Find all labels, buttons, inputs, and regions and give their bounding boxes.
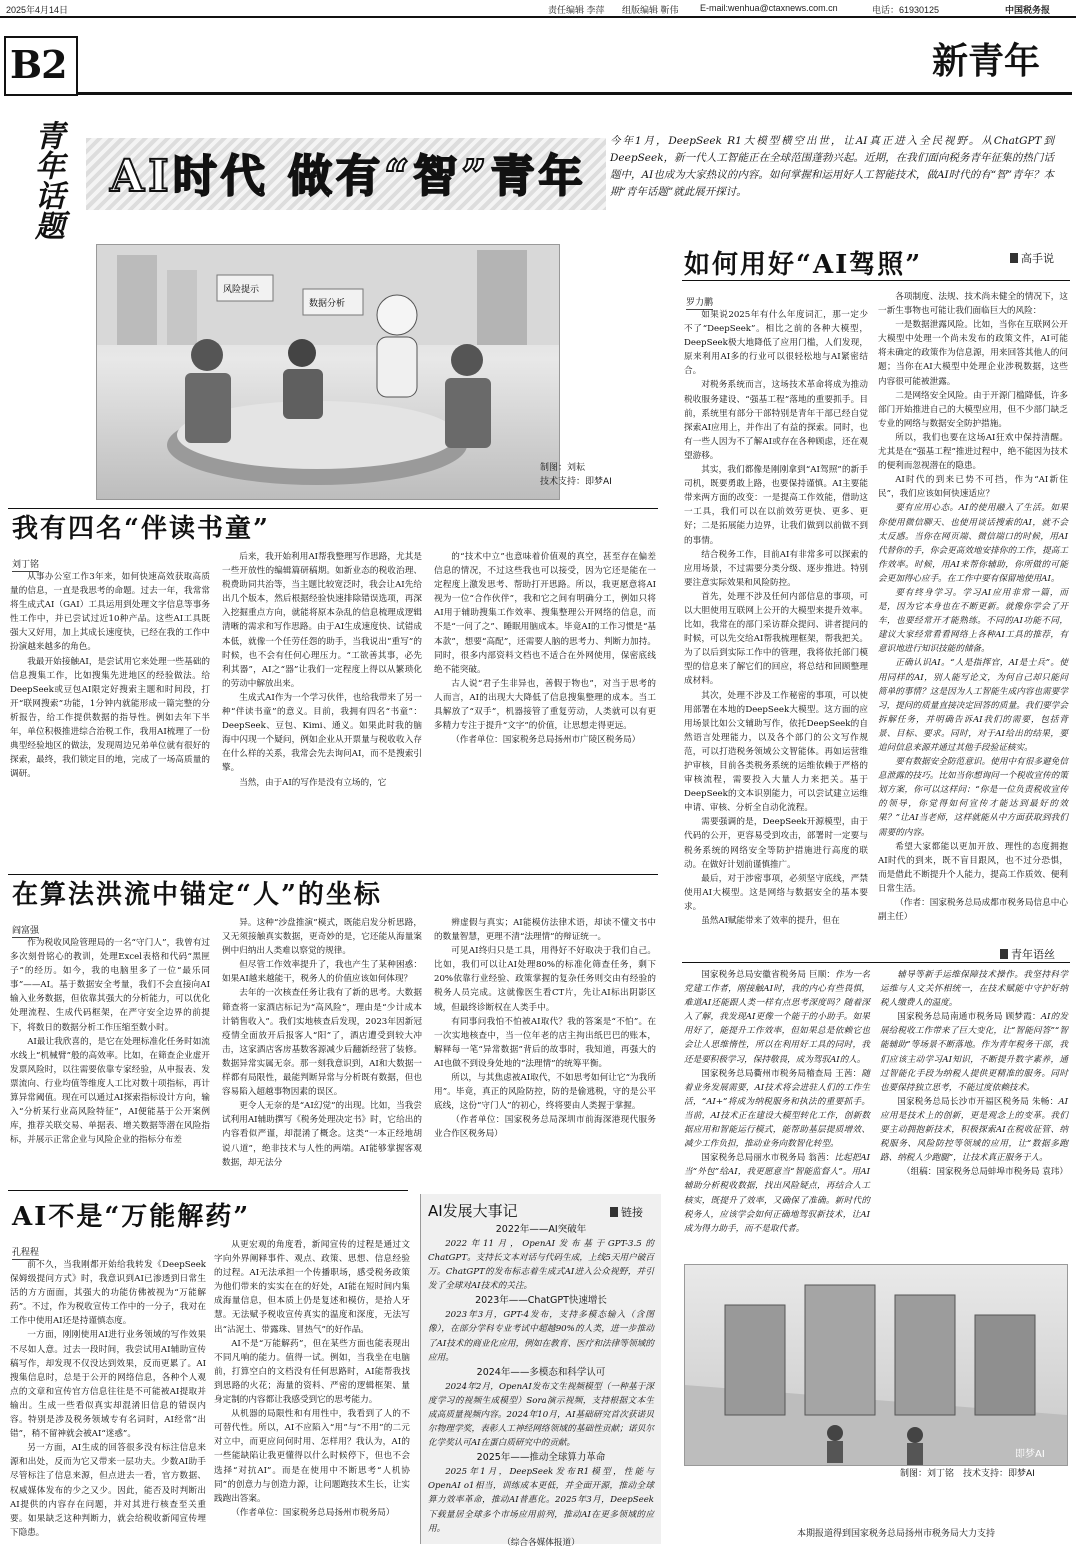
youth-collected: （组稿：国家税务总局蚌埠市税务局 袁玮） (901, 1167, 1068, 1178)
paragraph: 首先，处理不涉及任何内部信息的事项，可以大胆使用互联网上公开的大模型来提升效率。比如，我常在的部门采访群众提问、讲者提问的时候，可以先交给AI帮我梳理框架，帮我把关。为了以后到实际工作中的管理，我将依托部门模型的信息来了解它们的回应，将总结和回顾整理成材料。 (684, 591, 868, 687)
paragraph: 从事办公室工作3年来，如何快速高效获取高质量的信息，一直是我思考的命题。过去一年，我常常将生成式AI（GAI）工具运用到处理文字信息等事务性工作中，并已尝试过近10种产品。这些AI工具既强大又好用，加上其成长速度快，已经在我的工作中扮演越来越多的角色。 (10, 572, 210, 653)
article3-col2 (214, 1238, 410, 1546)
timeline-item (428, 1450, 654, 1535)
paragraph: 要有终身学习。学习AI应用非常一篇，而是，因为它本身也在不断更新。就像你学会了开车，也要经常开才能熟练。不同的AI功能不同，建议大家经常看看网络上各种AI工具的推荐，有意识地进行知识技能的储备。 (878, 587, 1068, 655)
article1-col3 (434, 550, 656, 870)
top-image-caption-1: 制图：刘耘 (540, 463, 586, 473)
paragraph: AI时代的到来已势不可挡，作为“AI新住民”，我们应该如何快速适应？ (878, 475, 1068, 500)
paragraph: 一是数据泄露风险。比如，当你在互联网公开大模型中处理一个尚未发布的政策文件，AI可能将未确定的政策作为信息源，用来回答其他人的问题；当你在AI大模型中处理企业涉税数据，这些内容很可能被泄露。 (878, 320, 1068, 387)
section-title: 新青年 (932, 40, 1041, 82)
server-room-scene (685, 1265, 1067, 1465)
image-watermark: 即梦AI (1015, 1449, 1045, 1460)
article4-col2 (878, 290, 1068, 923)
article2-col3 (434, 916, 656, 1184)
youth-text: 辅导等新手运维保障技术操作。我坚持科学运维与人文关怀相统一，在技术赋能中守护好纳税人缴费人的温度。 (880, 970, 1068, 1009)
article4-title: 如何用好“AI驾照” (684, 250, 923, 280)
robot-meeting-scene (97, 245, 559, 499)
phone: 电话：61930125 (872, 5, 940, 15)
editor: 责任编辑 李萍 (548, 5, 605, 15)
paragraph: （作者：国家税务总局成都市税务局信息中心副主任） (878, 898, 1068, 923)
column-label: 青年话题 (29, 120, 64, 240)
divider (8, 1190, 408, 1191)
youth-text: AI的发展给税收工作带来了巨大变化，让“智能问答”“智能辅助”等场景不断落地。作为青年税务干部，我们应该主动学习AI知识，不断提升数字素养，通过智能化手段为纳税人提供更精准的服务。同时也要保持独立思考，不能过度依赖技术。 (880, 1012, 1068, 1093)
paragraph: 各项制度、法规、技术尚未健全的情况下，这一新生事物也可能让我们面临巨大的风险： (878, 292, 1068, 317)
article3-col1 (10, 1258, 206, 1548)
paragraph: 前不久，当我刚都开始给我转发《DeepSeek保姆级提问方式》时，我意识到AI已渗透到日常生活的方方面面，其强大的功能仿佛被视为“万能解药”。不过，作为税收宣传工作中的一分子，我对在工作中使用AI还是持谨慎态度。 (10, 1260, 206, 1327)
youth-speaker: 国家税务总局安徽省税务局 巨顺： (701, 970, 836, 980)
youth-text: 作为一名党建工作者，刚接触AI时，我的内心有些畏惧，难道AI还能跟人类一样有点思考深度吗？随着深入了解，我发现AI更像一个能干的小助手。如果用好了，能提升工作效率，但如果总是依赖它也会让人思维惰性，所以在利用好工具的同时，我还是要积极学习，保持敬畏，成为驾驭AI的人。 (684, 970, 870, 1065)
paragraph: 需要强调的是，DeepSeek开源模型，由于代码的公开，更容易受到攻击，部署时一定要与税务系统的网络安全等防护措施进行高度的联动。在做好计划前谨慎推广。 (684, 817, 868, 870)
paragraph: 古人说“君子生非异也，善假于物也”，对当于思考的人而言，AI的出现大大降低了信息搜集整理的成本。当工具解放了“双手”，机器接管了重复劳动，人类就可以有更多精力专注于提升“文字”的价值，让思想走得更远。 (434, 678, 656, 732)
paragraph: 结合税务工作，目前AI有非常多可以探索的应用场景，不过需要分类分级、逐步推进。特别要注意实际效果和风险防控。 (684, 549, 868, 588)
paragraph: 要有应用心态。AI的使用融入了生活。如果你使用微信聊天、也使用谈话搜索的AI，就不会太反感。当你在网页端、微信端口的时候，用AI代替你的手，你会更高效地安排你的工作，提高工作效率。时候，用AI来帮你辅助，你所做的可能会更加得心应手。在工作中要有保留地使用AI。 (878, 503, 1068, 584)
paragraph: 希望大家都能以更加开放、理性的态度拥抱AI时代的到来，既不盲目跟风，也不过分恐惧，而是借此不断提升个人能力，提高工作质效、便利日常生活。 (878, 841, 1068, 894)
paragraph: 从机器的局限性和有用性中，我看到了人的不可替代性。所以，AI不应陷入“用”与“不用”的二元对立中，而更应问何时用、怎样用？我认为，AI的一些能缺陷让我更懂得以什么时候停下，但也不会选择“对抗AI”。而是在使用中不断思考“人机协同”的创意力与创造力源，让问题跑技术生长，让实践跑出答案。 (214, 1409, 410, 1504)
layout-editor: 组版编辑 靳伟 (622, 5, 679, 15)
article1-byline (12, 552, 39, 572)
paragraph: 更令人无奈的是“AI幻觉”的出现。比如，当我尝试利用AI辅助撰写《税务处理决定书》时，它给出的内容看似严谨，却混淆了概念。这类“一本正经地胡说八道”，绝非技术与人性的两端。AI能够掌握客观数据，却无法分 (222, 1101, 422, 1168)
top-rule (0, 16, 1076, 18)
paragraph: 作为税收风险管理局的一名“守门人”，我曾有过多次刻骨铭心的教训，处理Excel表格和代码“黑匣子”的经历。如今，我的电脑里多了一位“最乐同事”——AI。基于数据安全考量，我们不会直接向AI输入业务数据，但依靠其强大的分析能力，可以优化处理流程、生成代码框架，在严守安全边界的前提下，将数日的数据分析工作压缩至数小时。 (10, 938, 210, 1033)
timeline-item (428, 1293, 654, 1364)
article1-col1 (10, 570, 210, 870)
paragraph: 去年的一次核查任务让我有了新的思考。大数据筛查将一家酒店标记为“高风险”，理由是“少计成本计销售收入”。我们实地核查后发现，2023年因新冠疫情全面放开后报客人“阳”了，酒店遭受到较大冲击，这家酒店客房基数客源减少后翻新经营了装修。数据异常实属无奈。那一刻我意识到，AI和大数据一样都有局限性，最能判断异常与分析既有数据，但也容易陷入超越事物因素的误区。 (222, 988, 422, 1098)
feature-intro: 今年1月，DeepSeek R1大模型横空出世，让AI真正进入全民视野。从ChatGPT到DeepSeek，新一代人工智能正在全球范围蓬勃兴起。近期，在我们面向税务青年征集的热门话题中，AI也成为大家热议的内容。如何掌握和运用好人工智能技术，做AI时代的有“智”青年？本期“青年话题”就此展开探讨。 (610, 135, 1054, 198)
article3-byline (12, 1240, 39, 1260)
paragraph: 生成式AI作为一个学习伙伴，也给我带来了另一种“伴读书童”的意义。目前，我拥有四名“书童”：DeepSeek、豆包、Kimi、通义。如果此时我的脑海中闪现一个疑问，例如企业从开票量与税收收入存在什么样的关系，我常会先去询问AI，而不是搜索引擎。 (222, 692, 422, 774)
feature-title: AI时代 做有“智”青年 (110, 151, 587, 202)
paragraph: 后来，我开始利用AI帮我整理写作思路，尤其是一些开放性的编辑篇研稿期。如新业态的税收治理、税费助同共治等，当主题比较宽泛时，我会让AI先给出几个版本，然后根据经验快速排除错误选项，再深入挖掘重点方向，就能将原本杂乱的信息梳理成逻辑清晰的需求和写作思路。由于AI生成速度快、试错成本低，就像一个任劳任怨的助手，当我说出“重写”的时候，也不会有任何心理压力。“工欲善其事，必先利其器”，AI之“器”让我们一定程度上得以从繁琐化的劳动中解放出来。 (222, 552, 422, 689)
article2-col1 (10, 936, 210, 1184)
masthead-bar (0, 0, 1076, 16)
timeline-item (428, 1365, 654, 1450)
article1-author: 刘丁铭 (12, 557, 39, 572)
illustration-label-2: 数据分析 (309, 299, 346, 309)
top-image-caption-2: 技术支持：即梦AI (540, 477, 612, 487)
paragraph: 虽然AI赋能带来了效率的提升，但在 (701, 916, 840, 927)
paragraph: AI不是“万能解药”，但在某些方面也能表现出不同凡响的能力。值得一试。例如，当我坐在电脑前，打算空白的文档没有任何思路时，AI能帮我找到思路的火花；海量的资料、严密的逻辑框架、量身定制的内容都让我感受到它的思考能力。 (214, 1338, 410, 1406)
paragraph: 二是网络安全风险。由于开源门槛降低，许多部门开始推进自己的大模型应用，但不少部门缺乏专业的网络与数据安全防护措施。 (878, 390, 1068, 429)
divider (682, 962, 1070, 963)
paragraph: 其实，我们都像是刚刚拿到“AI驾照”的新手司机，既要勇敢上路，也要保持谨慎。AI主要能带来两方面的改变：一是提高工作效能，借助这一工具，我们可以在以前效劳更快、更多、更好；二是拓展能力边界，让我们做到以前做不到的事情。 (684, 465, 868, 546)
lab-illustration (684, 1264, 1068, 1466)
timeline-year: 2023年——ChatGPT快速增长 (475, 1295, 607, 1307)
issue-date: 2025年4月14日 (6, 5, 69, 15)
article1-col2 (222, 550, 422, 870)
article2-byline (12, 918, 39, 938)
youth-speaker: 国家税务总局丽水市税务局 翁茜： (701, 1153, 835, 1164)
section-rule (78, 92, 1072, 95)
youth-quote (684, 1067, 870, 1152)
paragraph: 最后，对于涉密事项，必须坚守底线，严禁使用AI大模型。这是网络与数据安全的基本要求。 (684, 873, 868, 912)
youth-col1 (684, 968, 870, 1260)
paragraph: 要有数据安全防范意识。使用中有很多避免信息泄露的技巧。比如当你想询问一个税收宣传的策划方案，你可以这样问：“你是一位负责税收宣传的领导，你觉得如何宣传才能达到最好的效果？”让AI当老师，这样就能从中方面获取到我们需要的内容。 (878, 757, 1068, 838)
paragraph: 正确认识AI。“人是指挥官，AI是士兵”。使用同样的AI，别人能写论文，为何自己却只能问简单的事情？这是因为人工智能生成内容也需要学习，提问的质量直接决定回答的质量。我们要学会拆解任务，并明确告诉AI我们的需要，包括背景、目标、要求。同时，对于AI给出的结果，要追问信息来源并通过其他手段验证核实。 (878, 658, 1068, 753)
youth-text: AI应用是技术上的创新，更是观念上的变革。我们要主动拥抱新技术，积极探索AI在税收征管、纳税服务、风险防控等领域的应用，让“数据多跑路、纳税人少跑腿”，让技术真正服务于人。 (880, 1096, 1068, 1164)
article4-byline (686, 290, 713, 310)
youth-speaker: 国家税务总局长沙市开福区税务局 朱畅： (897, 1096, 1059, 1107)
paragraph: 但尽管工作效率提升了，我也产生了某种困惑：如果AI越来越能干，税务人的价值应该如何体现？ (222, 960, 422, 985)
article4-rule (682, 280, 1070, 281)
youth-speaker: 国家税务总局衢州市税务局稽查局 王茜： (701, 1068, 862, 1079)
timeline-body: 2024年2月，OpenAI发布文生视频模型（一种基于深度学习的视频生成模型）Sora演示视频，支持根据文本生成高质量视频内容。2024年10月，AI基础研究首次获诺贝尔物理学奖，表彰人工神经网络领域的基础性贡献；诺贝尔化学奖认可AI在蛋白质研究中的贡献。 (428, 1381, 654, 1449)
article2-title: 在算法洪流中锚定“人”的坐标 (12, 880, 382, 910)
footer-note: 本期报道得到国家税务总局扬州市税务局大力支持 (796, 1529, 995, 1539)
paragraph: 所以，与其焦虑被AI取代，不如思考如何让它“为我所用”。毕竟，真正的风险防控，防的是偷逃税，守的是公平底线，这份“守门人”的初心，终将要由人类握于掌握。 (434, 1073, 656, 1112)
illustration-label-1: 风险提示 (223, 285, 260, 295)
youth-tag: 青年语丝 (1000, 946, 1055, 962)
paragraph: 辨虚假与真实；AI能模仿法律术语，却读不懂文书中的数量智慧，更理不清“法理情”的辩证统一。 (434, 918, 656, 943)
paragraph: 我最开始接触AI，是尝试用它来处理一些基础的信息搜集工作，比如搜集先进地区的经验做法。给DeepSeek或豆包AI限定好搜索主题和时间段，打开“联网搜索”功能，1分钟内就能形成一篇完整的分析报告，给工作提供数据的指导性。例如去年下半年，单位积极推进综合治税工作，我用AI梳理了一份典型经验地区的做法，发现周边兄弟单位就有很好的探索，最终，我们锁定目的地，完成了一场高质量的调研。 (10, 656, 210, 780)
youth-quote (880, 1095, 1068, 1165)
paragraph: 对税务系统而言，这场技术革命将成为推动税收服务建设、“强基工程”落地的重要抓手。目前，系统里有部分干部特别是青年干部已经自觉探索AI应用上，并作出了有益的探索。同时，也有一些人因为不了解AI或存在各种顾虑，还在观望游移。 (684, 380, 868, 461)
timeline-year: 2022年——AI突破年 (495, 1224, 587, 1235)
youth-text: 随着业务发展需要，AI技术将会进驻人们的工作生活，“AI+”将成为纳税服务和执法的重要抓手。当前，AI技术正在建设大模型转化工作，创新数据应用和智能运行模式，能帮助基层提质增效、减少工作负担，推动业务向数智化转型。 (684, 1068, 870, 1150)
timeline-item (428, 1222, 654, 1293)
timeline-title: AI发展大事记 (428, 1202, 518, 1220)
article3-author: 孔程程 (12, 1245, 39, 1260)
paragraph: （作者单位：国家税务总局深圳市前海深港现代服务业合作区税务局） (434, 1115, 656, 1140)
paragraph: 所以，我们也要在这场AI狂欢中保持清醒。尤其是在“强基工程”推进过程中，绝不能因为技术的便利而忽视潜在的隐患。 (878, 432, 1068, 472)
youth-text: 比起把AI当“外包”给AI，我更愿意当“智能监督人”。用AI辅助分析税收数据，找出风险疑点，再结合人工核实，既提升了效率，又确保了准确。新时代的税务人，应该学会如何正确地驾驭新技术，让AI成为得力助手，而不是取代者。 (684, 1153, 870, 1234)
paragraph: AI最让我欣喜的，是它在处理标准化任务时如流水线上“机械臂”般的高效率。比如，在筛查企业虚开发票风险时，以往需要依靠专家经验，从申报表、发票流向、行业均值等维度人工比对数十项指标，再计算异常阈值。现在可以通过AI探索指标设计方向，输入“分析某行业高风险特征”，AI便能基于公开案例库，推荐关联交易、单据表、增关数据等潜在风险指标，并展示正常企业与风险企业的指标分布差 (10, 1036, 210, 1146)
article4-col1 (684, 308, 868, 927)
paragraph: 其次，处理不涉及工作秘密的事项，可以使用部署在本地的DeepSeek大模型。这方面的应用场景比如公文辅助写作，依托DeepSeek的自然语言处理能力，以及各个部门的公文写作规范，可以打造税务领域公文智能体。再如运营维护审核，目前各类税务系统的运维依赖于严格的审核流程，需要投入大量人力来把关。基于DeepSeek的文本识别能力，可以尝试建立运维申请、审核、分析全自动化流程。 (684, 690, 868, 814)
paragraph: （作者单位：国家税务总局扬州市广陵区税务局） (451, 735, 641, 746)
paragraph: 异。这种“沙盘推演”模式，既能启发分析思路，又无须接触真实数据，更奇妙的是，它还能从海量案例中归纳出人类难以察觉的规律。 (222, 918, 422, 957)
bottom-image-caption: 制图：刘丁铭 技术支持：即梦AI (900, 1469, 1035, 1479)
youth-speaker: 国家税务总局南通市税务局 顾梦霞： (897, 1012, 1041, 1023)
youth-quote (880, 1010, 1068, 1095)
article1-title: 我有四名“伴读书童” (12, 514, 270, 544)
email: E-mail:wenhua@ctaxnews.com.cn (700, 3, 838, 13)
youth-quote (880, 968, 1068, 1010)
paragraph: 有同事问我怕不怕被AI取代？我的答案是“不怕”。在一次实地核查中，当一位年老的店主拘出纸巴巴的账本，解释每一笔“异常数据”背后的故事时，我知道，再强大的AI也做不到设身处地的“法理情”的统筹平衡。 (434, 1016, 656, 1069)
youth-quote (684, 968, 870, 1067)
article4-author: 罗力鹏 (686, 295, 713, 310)
paragraph: 可见AI终归只是工具，用得好不好取决于我们自己。比如，我们可以让AI处理80%的标准化筛查任务，剩下20%依靠行业经验、政策掌握的复杂任务则交由有经验的税务人员完成。这就像医生看CT片，先让AI标出阴影区域，但最终诊断权在人类手中。 (434, 946, 656, 1013)
paragraph: 如果说2025年有什么年度词汇，那一定少不了“DeepSeek”。相比之前的各种大模型，DeepSeek极大地降低了应用门槛，人们发现，原来利用AI多的行业可以很轻松地与AI紧密结合。 (684, 310, 868, 377)
page-code: B2 (10, 42, 67, 87)
cartoon-illustration (96, 244, 560, 500)
article3-title: AI不是“万能解药” (12, 1202, 251, 1232)
timeline-tag: 链接 (610, 1204, 643, 1220)
timeline-list (428, 1222, 654, 1548)
timeline-year: 2025年——推动全球算力革命 (476, 1452, 606, 1464)
timeline-body: 2025年1月，DeepSeek发布R1模型，性能与OpenAI o1相当，训练成本更低，并全面开源，推动全球算力效率革命，推动AI普惠化。2025年3月，DeepSeek下载量居全球多个市场应用前列，推动AI在更多领域的应用。 (428, 1467, 654, 1534)
paragraph: 的“技术中立”也意味着价值观的真空，甚至存在偏差信息的情况，不过这些我也可以接受，因为它还是能在一定程度上激发思考、帮助打开思路。所以，我更愿意将AI视为一位“合作伙伴”，我和它之间有明确分工，例如只将AI用于辅助搜集工作效率、搜集整理公开网络的信息，而不是“一问了之”、睡眠用脑成本。毕竟AI的工作习惯是“基本款”，想要“高配”，还需要人脑的思考力、判断力加持。同时，很多内部资料文档也不适合在外网使用，保密底线绝不能突破。 (434, 552, 656, 675)
article2-author: 阎富强 (12, 923, 39, 938)
paragraph: （作者单位：国家税务总局扬州市税务局） (231, 1507, 395, 1518)
article4-tag: 高手说 (1010, 250, 1054, 266)
youth-col2 (880, 968, 1068, 1260)
article2-col2 (222, 916, 422, 1184)
paragraph: 当然，由于AI的写作是没有立场的，它 (239, 777, 387, 788)
timeline-year: 2024年——多模态和科学认可 (476, 1366, 606, 1378)
paper-name: 中国税务报 (1005, 5, 1051, 15)
paragraph: 一方面，刚刚使用AI进行业务领域的写作效果不尽如人意。过去一段时间，我尝试用AI辅助宣传稿写作，却发现不仅没达到效果，反而更累了。AI搜集信息时，总是于公开的网络信息，各种个人观点的文章和宣传官方信息往往是不可能被AI提取并输出。生成一些看似真实却混淆旧信息的错误内容。特别是涉及税务领域专有名词时，AI经常“出错”，稍不留神就会被AI“迷惑”。 (10, 1330, 206, 1440)
timeline-body: 2023年3月，GPT-4发布，支持多模态输入（含图像），在部分学科专业考试中超越90%的人类，进一步推动了AI技术的商业化应用，例如在教育、医疗和法律等领域的应用。 (428, 1310, 654, 1363)
paragraph: 另一方面，AI生成的回答很多没有标注信息来源和出处，反而为它又带来一层功夫。少数AI助手尽管标注了信息来源，但点进去一看，官方数据、权威媒体发布的少之又少。因此，能否及时判断出AI提供的内容存在问题，并对其进行核查至关重要。如果缺乏这种判断力，就会给税收新闻宣传埋下隐患。 (10, 1443, 206, 1538)
timeline-source: （综合各媒体报道） (502, 1537, 580, 1548)
youth-quote (684, 1151, 870, 1236)
paragraph: 从更宏观的角度看，新闻宣传的过程是通过文字向外界阐释事件、观点、政策、思想、信息经验的过程。AI无法承担一个传播职场，感受税务政策为他们带来的实实在在的好处，AI能在短时间内集成海量信息，但本质上仍是复述和模仿，是拾人牙慧。无法赋予税收宣传真实的温度和深度，无法写出“沾泥土、带露珠、冒热气”的好作品。 (214, 1240, 410, 1335)
timeline-body: 2022年11月，OpenAI发布基于GPT-3.5的ChatGPT。支持长文本对话与代码生成，上线5天用户破百万。ChatGPT的发布标志着生成式AI进入公众视野，并引发了全球对AI技术的关注。 (428, 1239, 654, 1292)
